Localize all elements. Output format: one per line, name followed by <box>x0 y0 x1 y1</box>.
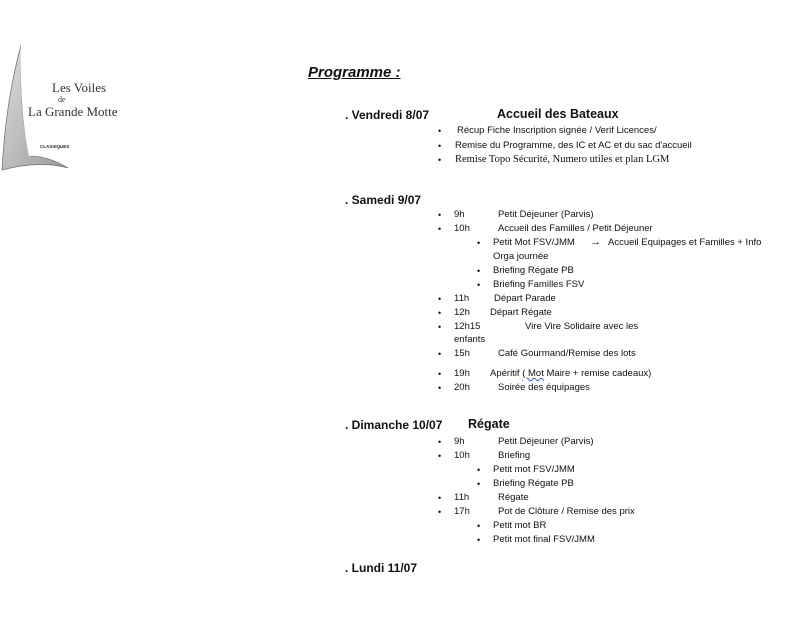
schedule-text: Régate <box>498 492 529 503</box>
bullet: • <box>438 308 442 318</box>
schedule-time: 11h <box>454 293 470 304</box>
vendredi-item-1: Récup Fiche Inscription signée / Verif Licences/ <box>457 125 657 136</box>
schedule-text: Café Gourmand/Remise des lots <box>498 348 636 359</box>
bullet: • <box>477 521 481 531</box>
bullet: • <box>438 493 442 503</box>
bullet: • <box>477 465 481 475</box>
schedule-text <box>490 368 651 379</box>
bullet: • <box>477 266 481 276</box>
day-vendredi-heading: Accueil des Bateaux <box>497 107 619 121</box>
schedule-text-pre: Apéritif <box>490 368 523 379</box>
schedule-time: 20h <box>454 382 470 393</box>
schedule-time: 12h15 <box>454 321 481 332</box>
day-lundi-label: . Lundi 11/07 <box>345 561 418 575</box>
bullet: • <box>438 451 442 461</box>
bullet: • <box>438 383 442 393</box>
bullet: • <box>477 280 481 290</box>
bullet: • <box>438 155 442 165</box>
logo-line2: de <box>58 95 66 104</box>
bullet: • <box>438 369 442 379</box>
schedule-text: Départ Parade <box>494 293 556 304</box>
schedule-time: 10h <box>454 223 470 234</box>
schedule-text: Petit Déjeuner (Parvis) <box>498 436 594 447</box>
bullet: • <box>438 507 442 517</box>
bullet: • <box>438 437 442 447</box>
bullet: • <box>438 294 442 304</box>
schedule-time: 15h <box>454 348 470 359</box>
bullet: • <box>438 141 442 151</box>
schedule-text: Accueil des Familles / Petit Déjeuner <box>498 223 653 234</box>
schedule-time: 17h <box>454 506 470 517</box>
day-dimanche-label: . Dimanche 10/07 <box>345 418 443 432</box>
logo-line1: Les Voiles <box>52 80 107 95</box>
day-dimanche-heading: Régate <box>468 417 510 431</box>
sub-item: Petit mot BR <box>493 520 547 531</box>
bullet: • <box>477 479 481 489</box>
schedule-time: 11h <box>454 492 470 503</box>
schedule-text: Soirée des équipages <box>498 382 590 393</box>
schedule-text: Départ Régate <box>490 307 552 318</box>
schedule-text-marked: ( Mot <box>522 368 544 379</box>
schedule-time: 9h <box>454 436 465 447</box>
schedule-text: Pot de Clôture / Remise des prix <box>498 506 635 517</box>
schedule-text: Petit Déjeuner (Parvis) <box>498 209 594 220</box>
bullet: • <box>438 224 442 234</box>
sub-item: Petit Mot FSV/JMM <box>493 237 575 248</box>
sub-item-cont: Orga journée <box>493 251 549 262</box>
sub-item: Petit mot FSV/JMM <box>493 464 575 475</box>
day-vendredi-label: . Vendredi 8/07 <box>345 108 430 122</box>
bullet: • <box>477 238 481 248</box>
schedule-text: Briefing <box>498 450 531 461</box>
logo-tag: CLASSIQUES <box>40 144 70 149</box>
vendredi-item-2: Remise du Programme, des IC et AC et du sac d'accueil <box>455 140 692 151</box>
schedule-time: 10h <box>454 450 470 461</box>
schedule-text-cont: enfants <box>454 334 486 345</box>
arrow-icon: → <box>590 236 601 248</box>
bullet: • <box>438 349 442 359</box>
logo-line3: La Grande Motte <box>28 104 118 119</box>
day-samedi-label: . Samedi 9/07 <box>345 193 422 207</box>
schedule-time: 19h <box>454 368 470 379</box>
bullet: • <box>438 322 442 332</box>
sub-item: Briefing Régate PB <box>493 265 574 276</box>
sub-item: Petit mot final FSV/JMM <box>493 534 595 545</box>
schedule-time: 9h <box>454 209 465 220</box>
vendredi-item-3: Remise Topo Sécurité, Numero utiles et plan LGM <box>455 154 670 165</box>
page-title: Programme : <box>308 64 401 81</box>
bullet: • <box>438 210 442 220</box>
schedule-time: 12h <box>454 307 470 318</box>
sub-item: Briefing Régate PB <box>493 478 574 489</box>
sub-item: Briefing Familles FSV <box>493 279 585 290</box>
logo <box>0 38 130 178</box>
schedule-text: Vire Vire Solidaire avec les <box>525 321 639 332</box>
bullet: • <box>477 535 481 545</box>
sub-item-after: Accueil Equipages et Familles + Info <box>608 237 762 248</box>
bullet: • <box>438 126 442 136</box>
schedule-text-post: Maire + remise cadeaux) <box>543 368 652 379</box>
